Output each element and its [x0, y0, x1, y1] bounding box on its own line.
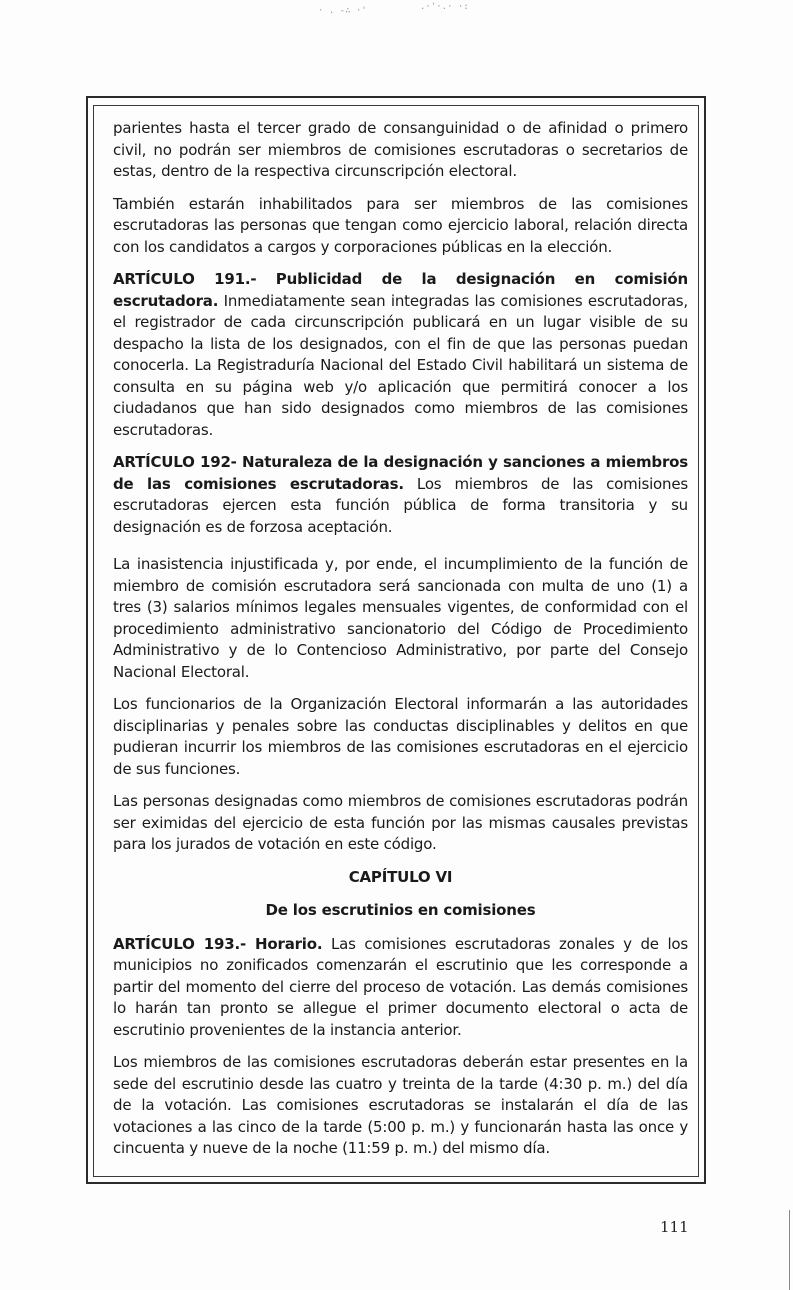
paragraph-text: Las personas designadas como miembros de comisiones escrutadoras podrán ser eximidas del ejercicio de esta función por las mismas causales previstas para los jurados de votación en este código. [113, 792, 688, 853]
scan-speckle: · . -∴ ·' [318, 6, 367, 16]
chapter-title: CAPÍTULO VI [348, 867, 453, 886]
paragraph [113, 554, 688, 683]
article-heading: ARTÍCULO 192- Naturaleza de la designación y sanciones a miembros de las comisiones escrutadoras. [113, 453, 688, 493]
article-text: Inmediatamente sean integradas las comisiones escrutadoras, el registrador de cada circunscripción publicará en un lugar visible de su despacho la lista de los designados, con el fin de que las personas puedan conocerla. La Registraduría Nacional del Estado Civil habilitará un sistema de consulta en su página web y/o aplicación que permitirá conocer a los ciudadanos que han sido designados como miembros de las comisiones escrutadoras. [113, 291, 688, 439]
chapter-subtitle: De los escrutinios en comisiones [265, 901, 536, 919]
scan-edge [789, 1210, 790, 1290]
paragraph [113, 791, 688, 856]
paragraph [113, 694, 688, 780]
paragraph-text: Los funcionarios de la Organización Electoral informarán a las autoridades disciplinarias y penales sobre las conductas disciplinables y delitos en que pudieran incurrir los miembros de las comisiones escrutadoras en el ejercicio de sus funciones. [113, 695, 688, 778]
scan-speckle: .·'·.· ·: [420, 2, 469, 12]
article-193 [113, 934, 688, 1042]
paragraph [113, 194, 688, 259]
article-192 [113, 452, 688, 538]
paragraph-text: Los miembros de las comisiones escrutadoras deberán estar presentes en la sede del escrutinio desde las cuatro y treinta de la tarde (4:30 p. m.) del día de la votación. Las comisiones escrutadoras se instalarán el día de las votaciones a las cinco de la tarde (5:00 p. m.) y funcionarán hasta las once y cincuenta y nueve de la noche (11:59 p. m.) del mismo día. [113, 1053, 688, 1157]
document-body [113, 118, 688, 1171]
article-heading: ARTÍCULO 193.- Horario. [113, 934, 323, 953]
paragraph-text: parientes hasta el tercer grado de consanguinidad o de afinidad o primero civil, no podrán ser miembros de comisiones escrutadoras o secretarios de estas, dentro de la respectiva circunscripción electoral. [113, 119, 688, 180]
article-191 [113, 269, 688, 441]
paragraph [113, 1052, 688, 1160]
article-text: Los miembros de las comisiones escrutadoras ejercen esta función pública de forma transitoria y su designación es de forzosa aceptación. [113, 474, 688, 536]
page-number: 111 [660, 1218, 689, 1236]
paragraph [113, 118, 688, 183]
article-heading: ARTÍCULO 191.- Publicidad de la designación en comisión escrutadora. [113, 270, 688, 310]
article-text: Las comisiones escrutadoras zonales y de los municipios no zonificados comenzarán el escrutinio que les corresponde a partir del momento del cierre del proceso de votación. Las demás comisiones lo harán tan pronto se allegue el primer documento electoral o acta de escrutinio provenientes de la instancia anterior. [113, 934, 688, 1039]
paragraph-text: La inasistencia injustificada y, por ende, el incumplimiento de la función de miembro de comisión escrutadora será sancionada con multa de uno (1) a tres (3) salarios mínimos legales mensuales vigentes, de conformidad con el procedimiento administrativo sancionatorio del Código de Procedimiento Administrativo y de lo Contencioso Administrativo, por parte del Consejo Nacional Electoral. [113, 555, 688, 681]
paragraph-text: También estarán inhabilitados para ser miembros de las comisiones escrutadoras las personas que tengan como ejercicio laboral, relación directa con los candidatos a cargos y corporaciones públicas en la elección. [113, 194, 688, 256]
